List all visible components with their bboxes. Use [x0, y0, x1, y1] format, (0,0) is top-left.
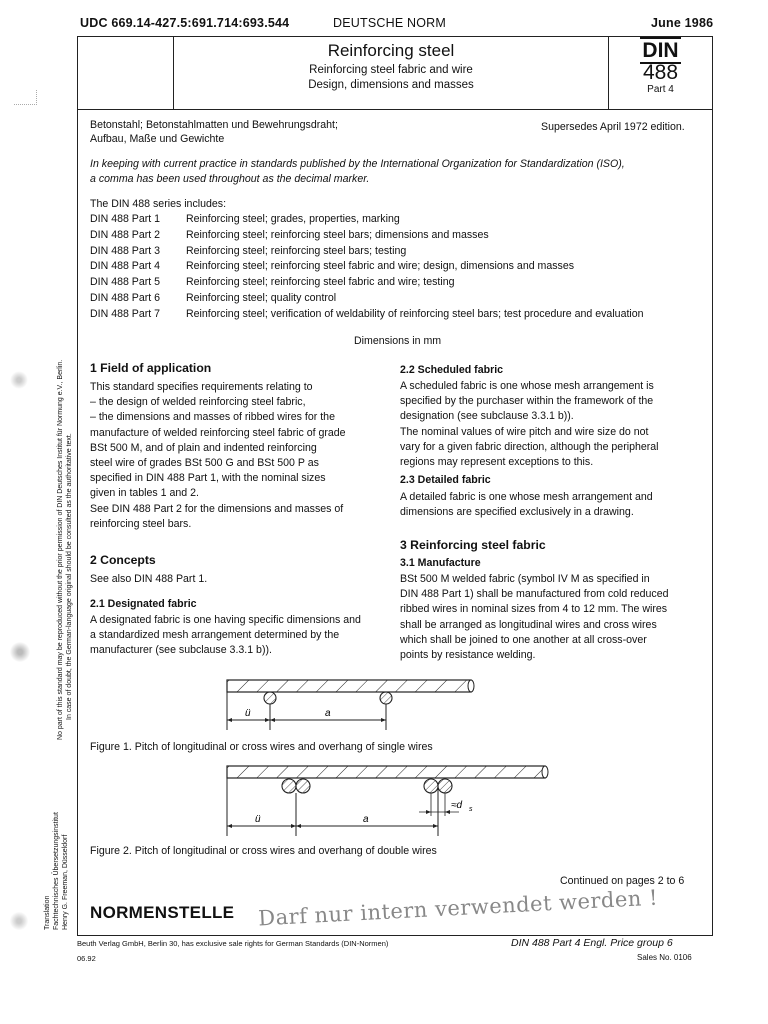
- series-desc: Reinforcing steel; quality control: [186, 292, 337, 304]
- udc-code: UDC 669.14-427.5:691.714:693.544: [80, 16, 290, 30]
- section-2-3-heading: 2.3 Detailed fabric: [400, 474, 491, 486]
- wire-bar: [227, 680, 471, 692]
- series-part: DIN 488 Part 2: [90, 228, 161, 241]
- iso-note-1: In keeping with current practice in standards published by the International Organization for Standardization (ISO),: [90, 158, 625, 170]
- section-2-body: See also DIN 488 Part 1.: [90, 573, 208, 585]
- section-2-1-body: A designated fabric is one having specific dimensions and a standardized mesh arrangement determined by the manufacturer (see subclause 3.3.1 b)).: [90, 614, 361, 657]
- label-u: ü: [245, 708, 251, 719]
- figure-1-drawing: [215, 674, 485, 738]
- section-2-heading: 2 Concepts: [90, 553, 156, 567]
- subtitle-1: Reinforcing steel fabric and wire: [309, 64, 473, 76]
- title-box: [173, 36, 609, 110]
- series-part: DIN 488 Part 3: [90, 244, 161, 257]
- binder-mark: [14, 90, 37, 105]
- series-intro: The DIN 488 series includes:: [90, 198, 227, 210]
- page-title: Reinforcing steel: [327, 41, 455, 60]
- label-ds: ≈d: [451, 800, 463, 811]
- cross-wire: [282, 779, 296, 793]
- iso-note-2: a comma has been used throughout as the decimal marker.: [90, 173, 370, 185]
- series-desc: Reinforcing steel; reinforcing steel fabric and wire; design, dimensions and masses: [186, 260, 575, 273]
- copyright-line-2: In case of doubt, the German-language original should be consulted as the authoritative text.: [66, 433, 73, 720]
- section-2-2-heading: 2.2 Scheduled fabric: [400, 364, 504, 376]
- copyright-line-1: No part of this standard may be reproduced without the prior permission of DIN Deutsches Institut für Normung e.V., Berlin.: [57, 359, 64, 740]
- logo-box: [77, 36, 174, 110]
- cross-wire: [438, 779, 452, 793]
- din-number-box: [608, 36, 713, 110]
- sales-number: Sales No. 0106: [637, 953, 692, 962]
- section-3-1-body: BSt 500 M welded fabric (symbol IV M as specified in DIN 488 Part 1) shall be manufactured from cold reduced ribbed wires in nominal sizes from 4 to 12 mm. The wires shall be arranged as longitudinal wires and cross wires which shall be joined to one another at all cross-over points by resistance welding.: [400, 573, 669, 662]
- series-part: DIN 488 Part 7: [90, 307, 161, 320]
- label-a: a: [325, 708, 331, 719]
- label-a: a: [363, 814, 369, 825]
- publisher-note: Beuth Verlag GmbH, Berlin 30, has exclusive sale rights for German Standards (DIN-Normen): [77, 939, 389, 948]
- series-desc: Reinforcing steel; reinforcing steel bars; dimensions and masses: [186, 228, 489, 241]
- cross-wire: [380, 692, 392, 704]
- deutsche-norm-label: DEUTSCHE NORM: [333, 16, 447, 30]
- series-desc: Reinforcing steel; reinforcing steel fabric and wire; testing: [186, 276, 455, 289]
- cross-wire: [264, 692, 276, 704]
- supersedes-note: Supersedes April 1972 edition.: [541, 121, 685, 133]
- cross-wire: [296, 779, 310, 793]
- print-date: 06.92: [77, 954, 96, 963]
- section-2-2-body: A scheduled fabric is one whose mesh arrangement is specified by the purchaser within the framework of the designation (see subclause 3.3.1 b)). The nominal values of wire pitch and wire size do not vary for a given fabric direction, although the peripheral regions may represent exceptions to this.: [400, 380, 659, 469]
- binder-mark: [8, 640, 32, 664]
- series-part: DIN 488 Part 1: [90, 213, 161, 225]
- part-number: Part 4: [647, 84, 674, 95]
- figure-2-drawing: [215, 760, 555, 840]
- continued-note: Continued on pages 2 to 6: [560, 875, 685, 887]
- series-part: DIN 488 Part 4: [90, 260, 161, 273]
- section-3-heading: 3 Reinforcing steel fabric: [400, 538, 546, 552]
- section-1-body: This standard specifies requirements relating to – the design of welded reinforcing steel fabric, – the dimensions and masses of ribbed wires for the manufacture of welded reinforcing steel fabric of grade BSt 500 M, and of plain and indented reinforcing steel wire of grades BSt 500 G and BSt 500 P as specified in DIN 488 Part 1, with the nominal sizes given in tables 1 and 2. See DIN 488 Part 2 for the dimensions and masses of reinforcing steel bars.: [90, 381, 346, 530]
- figure-2-caption: Figure 2. Pitch of longitudinal or cross wires and overhang of double wires: [90, 845, 437, 857]
- german-title-1: Betonstahl; Betonstahlmatten und Bewehrungsdraht;: [90, 119, 338, 131]
- wire-bar: [227, 766, 545, 778]
- dimensions-note: Dimensions in mm: [354, 335, 442, 347]
- wire-end: [542, 766, 548, 778]
- internal-use-stamp: Darf nur intern verwendet werden !: [257, 885, 659, 931]
- issue-date: June 1986: [651, 16, 714, 30]
- translation-translator: Henry G. Freeman, Düsseldorf: [62, 834, 69, 930]
- german-title-2: Aufbau, Maße und Gewichte: [90, 133, 225, 145]
- series-desc: Reinforcing steel; reinforcing steel bars; testing: [186, 244, 407, 257]
- cross-wire: [424, 779, 438, 793]
- section-3-1-heading: 3.1 Manufacture: [400, 557, 481, 569]
- section-1-heading: 1 Field of application: [90, 361, 212, 375]
- binder-mark: [8, 910, 30, 932]
- series-desc: Reinforcing steel; verification of weldability of reinforcing steel bars; test procedure and evaluation: [186, 307, 644, 320]
- translation-institute: Fachtechnisches Übersetzungsinstitut: [53, 812, 60, 930]
- series-part: DIN 488 Part 6: [90, 292, 161, 304]
- label-u: ü: [255, 814, 261, 825]
- normenstelle-label: NORMENSTELLE: [90, 903, 235, 922]
- section-2-3-body: A detailed fabric is one whose mesh arrangement and dimensions are specified exclusively in a drawing.: [400, 491, 653, 519]
- series-desc: Reinforcing steel; grades, properties, marking: [186, 213, 400, 225]
- series-part: DIN 488 Part 5: [90, 276, 161, 289]
- document-reference: DIN 488 Part 4 Engl. Price group 6: [511, 937, 673, 949]
- subtitle-2: Design, dimensions and masses: [308, 79, 474, 91]
- standard-number: 488: [642, 61, 679, 84]
- din-logo: DIN: [642, 39, 679, 62]
- figure-1-caption: Figure 1. Pitch of longitudinal or cross wires and overhang of single wires: [90, 741, 433, 753]
- binder-mark: [8, 370, 30, 390]
- label-ds-sub: s: [469, 806, 473, 813]
- wire-end: [468, 680, 474, 692]
- section-2-1-heading: 2.1 Designated fabric: [90, 598, 197, 610]
- translation-label: Translation: [44, 895, 51, 930]
- series-list: [90, 212, 700, 324]
